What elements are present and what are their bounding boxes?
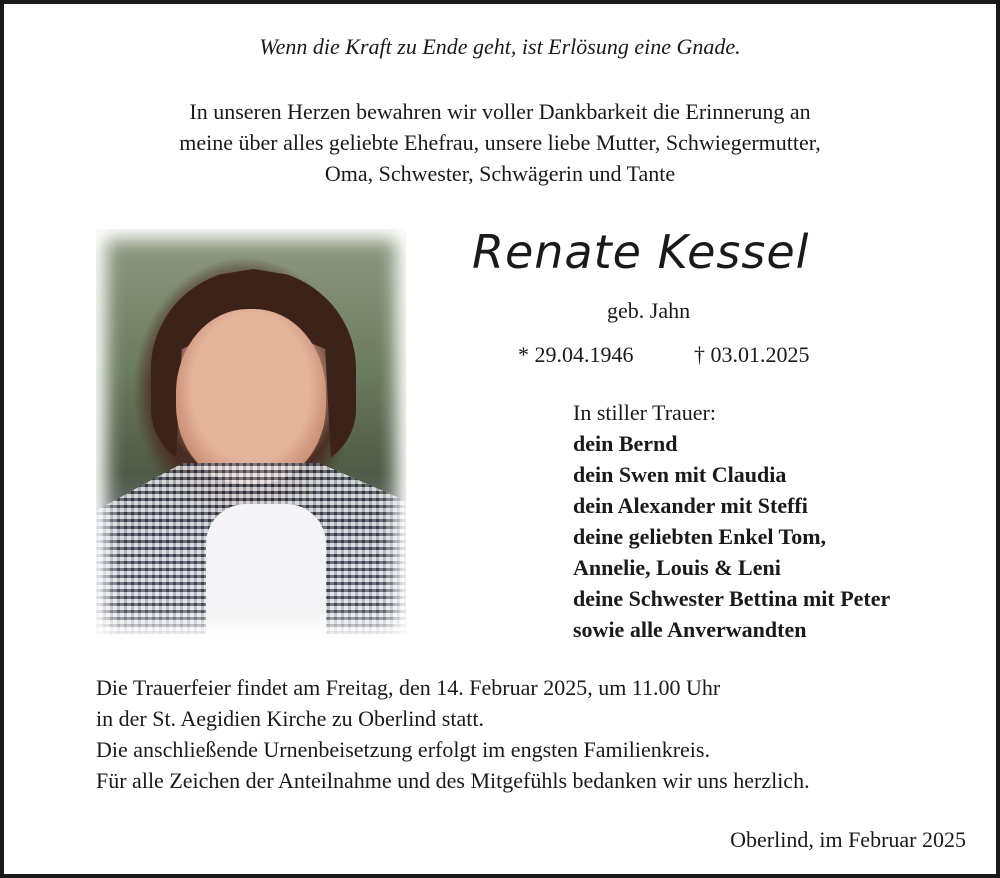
mourners-heading: In stiller Trauer: bbox=[573, 400, 716, 425]
intro-line: In unseren Herzen bewahren wir voller Dankbarkeit die Erinnerung an bbox=[189, 99, 811, 124]
death-date: † 03.01.2025 bbox=[694, 342, 810, 367]
place-date: Oberlind, im Februar 2025 bbox=[730, 827, 966, 852]
portrait-top bbox=[206, 504, 326, 634]
intro-line: meine über alles geliebte Ehefrau, unsere liebe Mutter, Schwiegermutter, bbox=[179, 130, 821, 155]
birth-date: * 29.04.1946 bbox=[518, 342, 634, 367]
motto: Wenn die Kraft zu Ende geht, ist Erlösung eine Gnade. bbox=[259, 34, 741, 59]
portrait-photo bbox=[96, 229, 406, 634]
mourner-line: deine geliebten Enkel Tom, bbox=[573, 524, 827, 549]
intro-line: Oma, Schwester, Schwägerin und Tante bbox=[324, 161, 676, 186]
mourner-line: dein Alexander mit Steffi bbox=[573, 493, 808, 518]
portrait-shirt bbox=[96, 444, 406, 634]
mourner-line: deine Schwester Bettina mit Peter bbox=[573, 586, 891, 611]
mourner-line: Annelie, Louis & Leni bbox=[573, 555, 781, 580]
portrait-hair bbox=[151, 269, 356, 469]
portrait-face bbox=[176, 309, 326, 484]
service-line: Die Trauerfeier findet am Freitag, den 14. Februar 2025, um 11.00 Uhr bbox=[96, 675, 721, 700]
maiden-name: geb. Jahn bbox=[607, 298, 691, 323]
service-line: Die anschließende Urnenbeisetzung erfolgt im engsten Familienkreis. bbox=[96, 737, 710, 762]
mourner-line: dein Swen mit Claudia bbox=[573, 462, 787, 487]
service-info bbox=[96, 672, 810, 796]
intro-text bbox=[4, 96, 996, 189]
mourners-list bbox=[573, 428, 890, 645]
deceased-name: Renate Kessel bbox=[472, 225, 810, 279]
service-line: Für alle Zeichen der Anteilnahme und des Mitgefühls bedanken wir uns herzlich. bbox=[96, 768, 810, 793]
mourner-line: dein Bernd bbox=[573, 431, 678, 456]
mourner-line: sowie alle Anverwandten bbox=[573, 617, 807, 642]
mourners-block bbox=[573, 397, 890, 645]
service-line: in der St. Aegidien Kirche zu Oberlind statt. bbox=[96, 706, 484, 731]
